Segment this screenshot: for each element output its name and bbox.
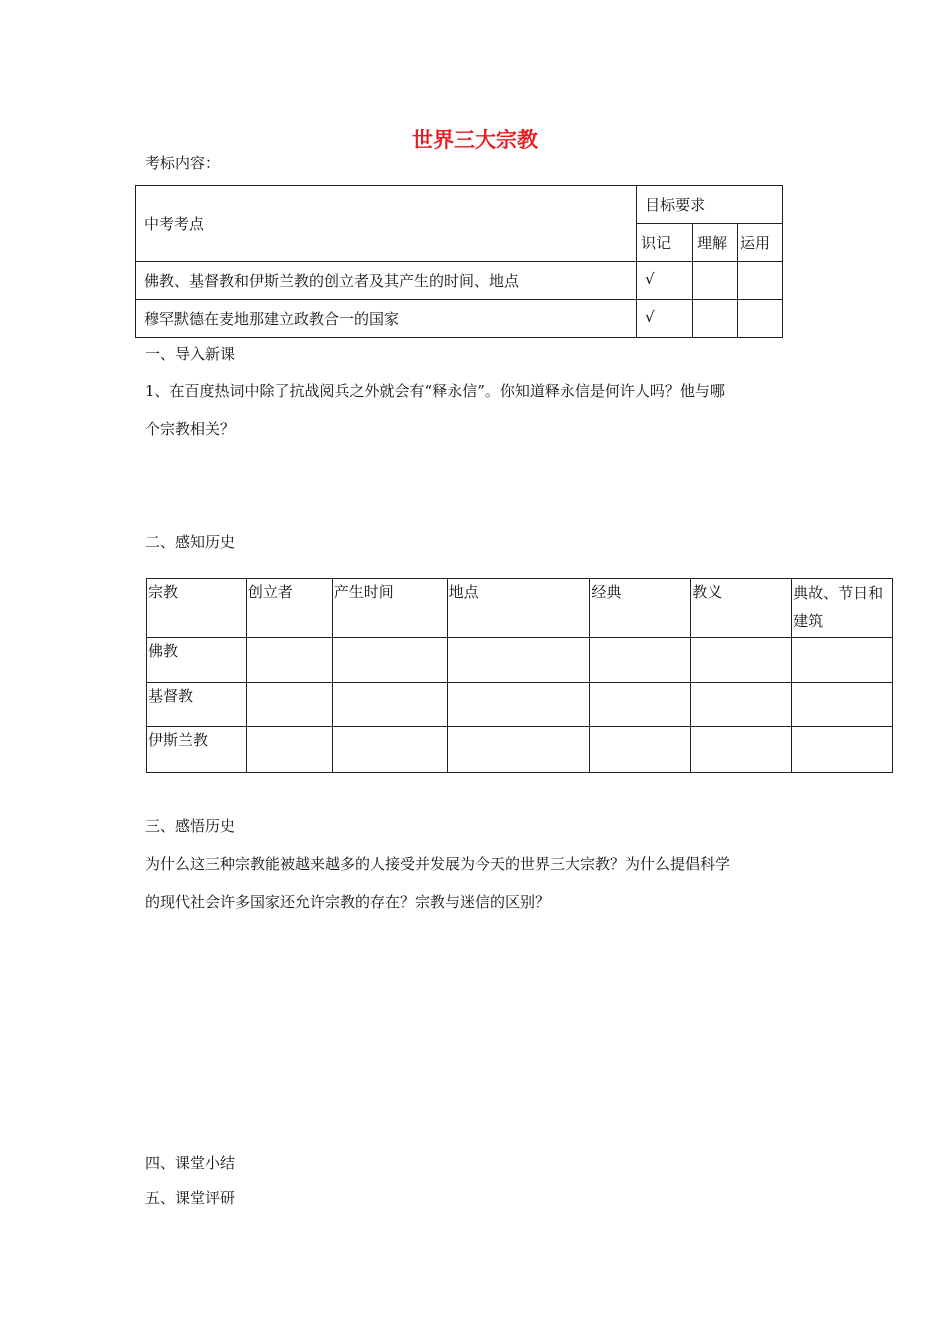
empty-cell — [447, 727, 590, 773]
mark-1-understand — [693, 262, 738, 300]
empty-cell — [691, 727, 792, 773]
empty-cell — [246, 683, 332, 727]
col-origin-time: 产生时间 — [332, 579, 447, 638]
section2-heading: 二、感知历史 — [145, 533, 236, 551]
level-understand: 理解 — [693, 224, 738, 262]
empty-cell — [332, 727, 447, 773]
exam-point-2: 穆罕默德在麦地那建立政教合一的国家 — [136, 300, 637, 338]
header-exam-point: 中考考点 — [136, 186, 637, 262]
header-goal: 目标要求 — [637, 186, 783, 224]
mark-1-apply — [738, 262, 783, 300]
row-christianity: 基督教 — [147, 683, 247, 727]
empty-cell — [691, 683, 792, 727]
empty-cell — [590, 683, 691, 727]
empty-cell — [792, 683, 893, 727]
row-islam: 伊斯兰教 — [147, 727, 247, 773]
level-apply: 运用 — [738, 224, 783, 262]
level-memorize: 识记 — [637, 224, 693, 262]
section3-heading: 三、感悟历史 — [145, 817, 236, 835]
section1-line-2: 个宗教相关？ — [145, 420, 236, 438]
row-buddhism: 佛教 — [147, 638, 247, 683]
empty-cell — [691, 638, 792, 683]
empty-cell — [590, 638, 691, 683]
empty-cell — [590, 727, 691, 773]
section1-line-1: 1、在百度热词中除了抗战阅兵之外就会有“释永信”。你知道释永信是何许人吗？他与哪 — [145, 382, 725, 400]
col-doctrine: 教义 — [691, 579, 792, 638]
col-founder: 创立者 — [246, 579, 332, 638]
exam-content-label: 考标内容： — [145, 154, 221, 172]
mark-2-memorize: √ — [637, 300, 693, 338]
page-title: 世界三大宗教 — [412, 127, 538, 152]
mark-2-apply — [738, 300, 783, 338]
col-location: 地点 — [447, 579, 590, 638]
col-scripture: 经典 — [590, 579, 691, 638]
col-stories-festivals-buildings: 典故、节日和建筑 — [792, 579, 893, 638]
empty-cell — [246, 727, 332, 773]
exam-point-1: 佛教、基督教和伊斯兰教的创立者及其产生的时间、地点 — [136, 262, 637, 300]
empty-cell — [447, 638, 590, 683]
mark-2-understand — [693, 300, 738, 338]
mark-1-memorize: √ — [637, 262, 693, 300]
section4-heading: 四、课堂小结 — [145, 1154, 236, 1172]
empty-cell — [792, 638, 893, 683]
section5-heading: 五、课堂评研 — [145, 1189, 236, 1207]
religion-table — [146, 578, 893, 773]
section3-line-2: 的现代社会许多国家还允许宗教的存在？宗教与迷信的区别？ — [145, 893, 551, 911]
empty-cell — [332, 683, 447, 727]
empty-cell — [792, 727, 893, 773]
standards-table — [135, 185, 783, 338]
empty-cell — [246, 638, 332, 683]
empty-cell — [447, 683, 590, 727]
empty-cell — [332, 638, 447, 683]
col-religion: 宗教 — [147, 579, 247, 638]
section3-line-1: 为什么这三种宗教能被越来越多的人接受并发展为今天的世界三大宗教？为什么提倡科学 — [145, 855, 731, 873]
section1-heading: 一、导入新课 — [145, 345, 236, 363]
